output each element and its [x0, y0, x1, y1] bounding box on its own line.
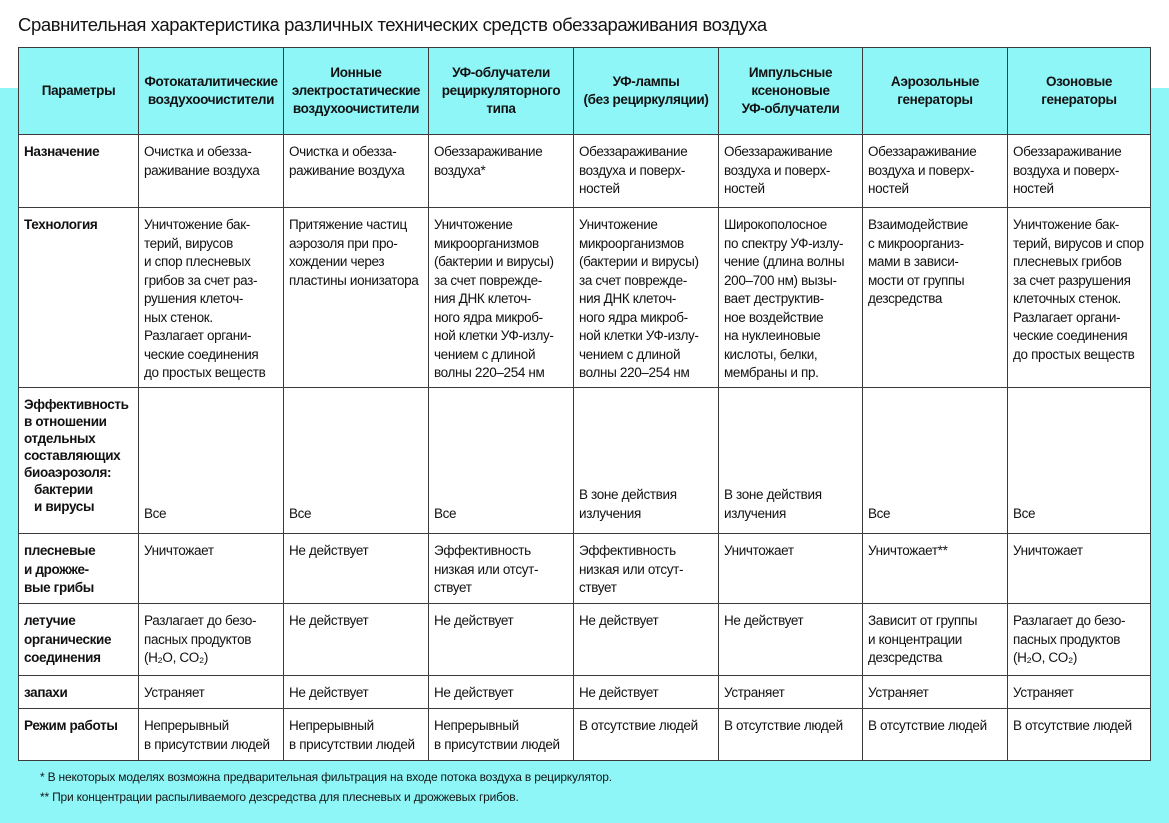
table-cell — [139, 135, 284, 208]
cell-text-line: Эффективность — [24, 397, 129, 412]
cell-text-line: чение (длина волны — [724, 254, 845, 269]
cell-text-line: чением с длиной — [579, 346, 681, 362]
table-cell — [429, 676, 574, 709]
header-cell — [429, 48, 574, 135]
cell-text-line: плесневые — [24, 543, 96, 558]
cell-text-line: излучения — [724, 505, 786, 521]
cell-text-line: ностей — [868, 181, 909, 196]
cell-text-line: Обеззараживание — [434, 144, 543, 159]
cell-text-line: в присутствии людей — [289, 736, 415, 752]
table-cell — [1008, 604, 1151, 676]
cell-text-line: Уничтожает — [144, 543, 214, 558]
table-row — [19, 676, 1151, 709]
table-cell — [284, 135, 429, 208]
cell-text-line: мембраны и пр. — [724, 365, 819, 380]
header-cell — [574, 48, 719, 135]
cell-text-line: вает деструктив- — [724, 291, 824, 306]
cell-text-line: до простых веществ — [1013, 346, 1135, 362]
cell-text-line: на нуклеиновые — [724, 328, 821, 343]
table-cell — [284, 604, 429, 676]
param-cell — [19, 135, 139, 208]
cell-text-line: УФ-облучатели — [741, 101, 840, 116]
table-cell — [863, 388, 1008, 534]
cell-text-line: до простых веществ — [144, 365, 266, 380]
param-cell — [19, 534, 139, 604]
cell-text-line: аэрозоля при про- — [289, 235, 398, 251]
param-cell — [19, 676, 139, 709]
cell-text-line: ного ядра микроб- — [579, 309, 688, 325]
cell-text-line: Все — [1013, 505, 1036, 521]
table-cell — [719, 135, 863, 208]
cell-text-line: электростатические — [291, 83, 421, 98]
cell-text-line: Обеззараживание — [579, 144, 688, 159]
page-title: Сравнительная характеристика различных технических средств обеззараживания воздуха — [18, 14, 767, 35]
cell-text-line: Режим работы — [24, 718, 118, 733]
cell-text-line: Очистка и обезза- — [289, 144, 397, 159]
cell-text-line: В отсутствие людей — [579, 718, 698, 733]
table-cell — [574, 135, 719, 208]
cell-text-line: Параметры — [41, 83, 116, 98]
cell-text-line: Все — [868, 505, 891, 521]
cell-text-line: Обеззараживание — [724, 144, 833, 159]
cell-text-line: Ионные — [330, 65, 382, 80]
cell-text-line: В отсутствие людей — [724, 718, 843, 733]
table-cell — [574, 534, 719, 604]
cell-text-line: клеточных стенок. — [1013, 291, 1121, 306]
table-cell — [719, 676, 863, 709]
table-cell — [1008, 388, 1151, 534]
cell-text-line: ния ДНК клеточ- — [579, 291, 677, 306]
cell-text-line: Озоновые — [1045, 74, 1113, 89]
table-cell — [139, 388, 284, 534]
cell-text-line: Эффективность — [579, 543, 676, 558]
cell-text-line: Устраняет — [144, 685, 205, 700]
cell-text-line: (H₂O, CO₂) — [1013, 650, 1077, 665]
header-cell — [863, 48, 1008, 135]
table-cell — [863, 208, 1008, 388]
cell-text-line: ное воздействие — [724, 309, 824, 325]
cell-text-line: Импульсные — [748, 65, 833, 80]
cell-text-line: Очистка и обезза- — [144, 144, 252, 159]
cell-text-line: Уничтожение бак- — [144, 217, 250, 232]
cell-text-line: Разлагает органи- — [1013, 309, 1121, 325]
cell-text-line: вые грибы — [24, 580, 94, 595]
cell-text-line: микроорганизмов — [579, 235, 684, 251]
cell-text-line: Уничтожает** — [868, 543, 948, 558]
cell-text-line: Не действует — [289, 685, 369, 700]
cell-text-line: ной клетки УФ-излу- — [434, 328, 554, 343]
cell-text-line: раживание воздуха — [144, 162, 260, 178]
table-row — [19, 208, 1151, 388]
table-cell — [429, 604, 574, 676]
table-header-row — [19, 48, 1151, 135]
cell-text-line: воздухоочистители — [292, 101, 420, 116]
header-cell — [719, 48, 863, 135]
cell-text-line: летучие — [24, 613, 76, 628]
cell-text-line: В отсутствие людей — [1013, 718, 1132, 733]
cell-text-line: Зависит от группы — [868, 613, 978, 628]
cell-text-line: Обеззараживание — [868, 144, 977, 159]
cell-text-line: генераторы — [1041, 92, 1117, 107]
table-cell — [139, 208, 284, 388]
param-cell — [19, 709, 139, 761]
cell-text-line: Разлагает до безо- — [144, 613, 257, 628]
cell-text-line: составляющих — [24, 448, 121, 463]
table-cell — [284, 388, 429, 534]
cell-text-line: в присутствии людей — [434, 736, 560, 752]
table-cell — [429, 709, 574, 761]
param-cell — [19, 208, 139, 388]
table-cell — [863, 676, 1008, 709]
cell-text-line: волны 220–254 нм — [434, 365, 545, 380]
cell-text-line: В зоне действия — [579, 487, 677, 502]
header-cell — [284, 48, 429, 135]
cell-text-line: раживание воздуха — [289, 162, 405, 178]
table-cell — [1008, 534, 1151, 604]
table-row — [19, 388, 1151, 534]
cell-text-line: Не действует — [289, 613, 369, 628]
cell-text-line: Не действует — [434, 613, 514, 628]
cell-text-line: дезсредства — [868, 291, 943, 306]
cell-text-line: Все — [289, 505, 312, 521]
table-cell — [429, 534, 574, 604]
table-cell — [139, 709, 284, 761]
cell-text-line: Все — [434, 505, 457, 521]
table-cell — [139, 534, 284, 604]
cell-text-line: и дрожже- — [24, 561, 89, 577]
cell-text-line: хождении через — [289, 254, 385, 269]
cell-text-line: пасных продуктов — [1013, 631, 1121, 647]
cell-text-line: воздухоочистители — [147, 92, 275, 107]
cell-text-line: Обеззараживание — [1013, 144, 1122, 159]
cell-text-line: пластины ионизатора — [289, 272, 419, 288]
cell-text-line: ствует — [434, 580, 472, 595]
cell-text-line: ческие соединения — [1013, 328, 1128, 343]
table-cell — [429, 388, 574, 534]
cell-text-line: Непрерывный — [434, 718, 519, 733]
table-cell — [574, 604, 719, 676]
cell-text-line: бактерии — [34, 482, 93, 497]
table-cell — [139, 676, 284, 709]
cell-text-line: терий, вирусов и спор — [1013, 235, 1144, 251]
table-cell — [284, 709, 429, 761]
cell-text-line: ческие соединения — [144, 346, 259, 362]
cell-text-line: ствует — [579, 580, 617, 595]
cell-text-line: Уничтожает — [724, 543, 794, 558]
table-cell — [719, 709, 863, 761]
cell-text-line: Уничтожение бак- — [1013, 217, 1119, 232]
table-cell — [1008, 135, 1151, 208]
cell-text-line: Фотокаталитические — [144, 74, 278, 89]
cell-text-line: ностей — [579, 181, 620, 196]
header-cell — [19, 48, 139, 135]
cell-text-line: воздуха и поверх- — [724, 162, 831, 178]
cell-text-line: Назначение — [24, 144, 100, 159]
param-cell — [19, 604, 139, 676]
cell-text-line: биоаэрозоля: — [24, 465, 112, 480]
cell-text-line: за счет разрушения — [1013, 272, 1131, 288]
cell-text-line: Все — [144, 505, 167, 521]
cell-text-line: (H₂O, CO₂) — [144, 650, 208, 665]
cell-text-line: (бактерии и вирусы) — [434, 254, 554, 269]
cell-text-line: 200–700 нм) вызы- — [724, 272, 837, 288]
cell-text-line: Разлагает органи- — [144, 328, 252, 343]
table-cell — [719, 388, 863, 534]
cell-text-line: воздуха и поверх- — [579, 162, 686, 178]
table-row — [19, 604, 1151, 676]
cell-text-line: Не действует — [724, 613, 804, 628]
cell-text-line: рушения клеточ- — [144, 291, 244, 306]
table-cell — [863, 534, 1008, 604]
cell-text-line: пасных продуктов — [144, 631, 252, 647]
cell-text-line: и концентрации — [868, 631, 962, 647]
footnote: ** При концентрации распыливаемого дезсредства для плесневых и дрожжевых грибов. — [40, 790, 519, 804]
cell-text-line: ностей — [1013, 181, 1054, 196]
cell-text-line: запахи — [24, 685, 68, 700]
table-cell — [139, 604, 284, 676]
cell-text-line: Не действует — [579, 685, 659, 700]
cell-text-line: В отсутствие людей — [868, 718, 987, 733]
table-row — [19, 709, 1151, 761]
header-cell — [139, 48, 284, 135]
cell-text-line: воздуха и поверх- — [868, 162, 975, 178]
cell-text-line: воздуха и поверх- — [1013, 162, 1120, 178]
cell-text-line: Притяжение частиц — [289, 217, 407, 232]
cell-text-line: ной клетки УФ-излу- — [579, 328, 699, 343]
cell-text-line: кислоты, белки, — [724, 346, 818, 362]
cell-text-line: Устраняет — [868, 685, 929, 700]
cell-text-line: ных стенок. — [144, 309, 213, 325]
cell-text-line: мами в зависи- — [868, 254, 959, 269]
table-cell — [863, 709, 1008, 761]
cell-text-line: с микроорганиз- — [868, 235, 964, 251]
cell-text-line: генераторы — [897, 92, 973, 107]
cell-text-line: микроорганизмов — [434, 235, 539, 251]
comparison-table — [18, 47, 1151, 761]
cell-text-line: чением с длиной — [434, 346, 536, 362]
table-cell — [863, 604, 1008, 676]
cell-text-line: Не действует — [579, 613, 659, 628]
table-cell — [719, 604, 863, 676]
cell-text-line: Непрерывный — [144, 718, 229, 733]
cell-text-line: соединения — [24, 650, 101, 665]
table-cell — [429, 135, 574, 208]
cell-text-line: в присутствии людей — [144, 736, 270, 752]
cell-text-line: Уничтожение — [434, 217, 513, 232]
table-cell — [719, 534, 863, 604]
table-cell — [1008, 676, 1151, 709]
cell-text-line: В зоне действия — [724, 487, 822, 502]
cell-text-line: и вирусы — [34, 499, 95, 514]
cell-text-line: органические — [24, 631, 112, 647]
table-cell — [574, 208, 719, 388]
cell-text-line: терий, вирусов — [144, 235, 233, 251]
cell-text-line: Уничтожение — [579, 217, 658, 232]
table-cell — [284, 208, 429, 388]
cell-text-line: за счет поврежде- — [579, 272, 687, 288]
cell-text-line: отдельных — [24, 431, 96, 446]
cell-text-line: мости от группы — [868, 272, 965, 288]
cell-text-line: Технология — [24, 217, 98, 232]
cell-text-line: ного ядра микроб- — [434, 309, 543, 325]
cell-text-line: воздуха* — [434, 162, 486, 178]
cell-text-line: (без рециркуляции) — [583, 92, 709, 107]
cell-text-line: плесневых грибов — [1013, 254, 1122, 269]
cell-text-line: по спектру УФ-излу- — [724, 235, 844, 251]
table-cell — [1008, 208, 1151, 388]
cell-text-line: Устраняет — [724, 685, 785, 700]
cell-text-line: Взаимодействие — [868, 217, 968, 232]
cell-text-line: излучения — [579, 505, 641, 521]
cell-text-line: типа — [486, 101, 516, 116]
cell-text-line: в отношении — [24, 414, 107, 429]
cell-text-line: Не действует — [289, 543, 369, 558]
cell-text-line: Устраняет — [1013, 685, 1074, 700]
cell-text-line: Уничтожает — [1013, 543, 1083, 558]
cell-text-line: и спор плесневых — [144, 254, 251, 269]
cell-text-line: ностей — [724, 181, 765, 196]
cell-text-line: Не действует — [434, 685, 514, 700]
cell-text-line: рециркуляторного — [441, 83, 561, 98]
table-cell — [719, 208, 863, 388]
table-cell — [574, 709, 719, 761]
cell-text-line: УФ-облучатели — [452, 65, 550, 80]
cell-text-line: Широкополосное — [724, 217, 827, 232]
cell-text-line: волны 220–254 нм — [579, 365, 690, 380]
footnotes — [40, 767, 612, 807]
table-cell — [574, 676, 719, 709]
cell-text-line: низкая или отсут- — [579, 561, 684, 577]
footnote: * В некоторых моделях возможна предварительная фильтрация на входе потока воздуха в рециркулятор. — [40, 770, 612, 784]
param-cell — [19, 388, 139, 534]
cell-text-line: Эффективность — [434, 543, 531, 558]
table-cell — [284, 534, 429, 604]
cell-text-line: низкая или отсут- — [434, 561, 539, 577]
cell-text-line: ксеноновые — [751, 83, 830, 98]
cell-text-line: Разлагает до безо- — [1013, 613, 1126, 628]
cell-text-line: грибов за счет раз- — [144, 272, 258, 288]
table-row — [19, 534, 1151, 604]
cell-text-line: (бактерии и вирусы) — [579, 254, 699, 269]
cell-text-line: Аэрозольные — [890, 74, 980, 89]
cell-text-line: за счет поврежде- — [434, 272, 542, 288]
header-cell — [1008, 48, 1151, 135]
table-cell — [1008, 709, 1151, 761]
table-cell — [863, 135, 1008, 208]
cell-text-line: дезсредства — [868, 650, 943, 665]
cell-text-line: Непрерывный — [289, 718, 374, 733]
cell-text-line: ния ДНК клеточ- — [434, 291, 532, 306]
table-cell — [574, 388, 719, 534]
table-cell — [429, 208, 574, 388]
table-cell — [284, 676, 429, 709]
cell-text-line: УФ-лампы — [612, 74, 680, 89]
table-row — [19, 135, 1151, 208]
